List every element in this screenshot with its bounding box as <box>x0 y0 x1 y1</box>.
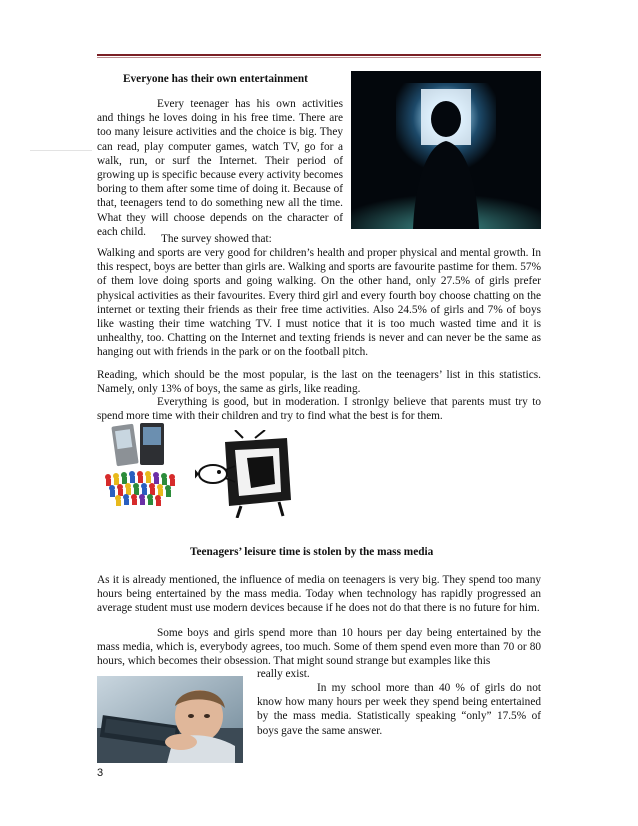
survey-intro: The survey showed that: <box>161 233 272 245</box>
tv-silhouette-image <box>351 71 541 229</box>
margin-mark <box>30 150 92 151</box>
boy-computer-photo <box>97 676 243 763</box>
header-rule <box>97 54 541 56</box>
intro-paragraph: Every teenager has his own activities and things he loves doing in his free time. There are too many leisure activities and the choice is big. They can read, play computer games, watch TV, go for a walk, run, or surf the Internet. Their period of growing up is specific because every activity becomes boring to them after some time of doing it. Because of that, teenagers tend to do something new all the time. What they will choose depends on the character of each child. <box>97 98 343 238</box>
hours-paragraph-tail: really exist. <box>257 668 310 680</box>
header-rule-thin <box>97 57 541 58</box>
phones-crowd-image <box>100 421 200 506</box>
reading-paragraph: Reading, which should be the most popular, is the last on the teenagers’ list in this statistics. Namely, only 13% of boys, the same as girls, like reading. <box>97 369 541 396</box>
hours-paragraph: Some boys and girls spend more than 10 hours per day being entertained by the mass media, which is, everybody agrees, too much. Some of them spend even more than 70 or 80 hours, which becomes their obsession. That might sound strange but examples like this <box>97 627 541 668</box>
school-statistics-paragraph: In my school more than 40 % of girls do not know how many hours per week they spend being entertained by the mass media. Statistically speaking “only” 17.5% of boys gave the same answer. <box>257 682 541 737</box>
section-heading-mass-media: Teenagers’ leisure time is stolen by the mass media <box>190 546 434 558</box>
conclusion-paragraph: Everything is good, but in moderation. I stronlgy believe that parents must try to spend more time with their children and try to find what the best is for them. <box>97 396 541 423</box>
tv-fish-illustration <box>195 430 295 518</box>
walking-sports-paragraph: Walking and sports are very good for children’s health and proper physical and mental growth. In this respect, boys are better than girls are. Walking and sports are favourite pastime for them. 57% of them love doing sports and going walking. On the other hand, only 27.5% of girls prefer physical activities as their favourites. Every third girl and every fourth boy choose chatting on the internet or texting their friends as their free time activities. Also 24.5% of girls and 7% of boys like wasting their time watching TV. I must notice that it is too much wasted time and it is unhealthy, too. Chatting on the Internet and texting friends is never and can never be the same as hanging out with friends in the park or on the football pitch. <box>97 247 541 359</box>
page-number: 3 <box>97 767 104 779</box>
section-heading-entertainment: Everyone has their own entertainment <box>123 73 308 85</box>
media-influence-paragraph: As it is already mentioned, the influence of media on teenagers is very big. They spend too many hours being entertained by the mass media. Today when technology has rapidly progressed an average student must use modern devices because if he does not do that there is no future for him. <box>97 574 541 615</box>
